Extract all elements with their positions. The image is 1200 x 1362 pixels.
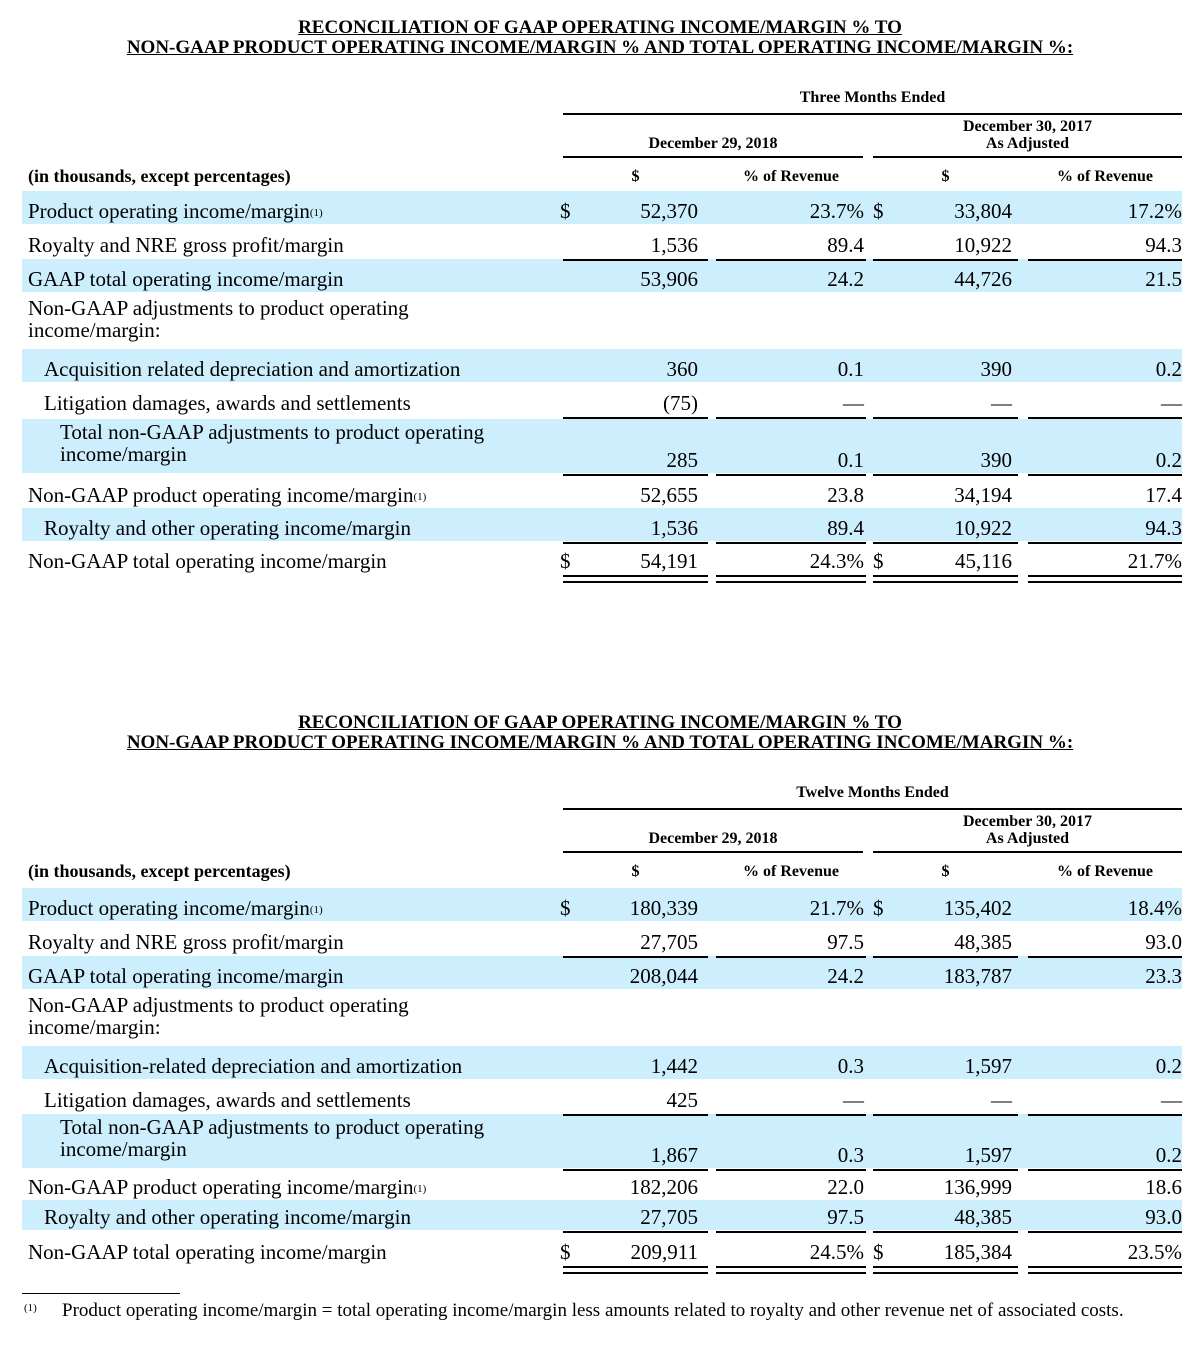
row-label-text: Product operating income/margin xyxy=(28,896,310,920)
column-date-current: December 29, 2018 xyxy=(648,135,778,152)
footnote-ref: (1) xyxy=(413,491,427,503)
value-prior: 33,804 xyxy=(954,199,1012,223)
column-date-prior-line-1: December 30, 2017 xyxy=(963,118,1092,135)
percent-current: 23.7% xyxy=(809,199,864,223)
table-row xyxy=(22,956,1182,989)
subtotal-rule xyxy=(563,1231,708,1233)
row-label xyxy=(28,200,528,222)
row-label xyxy=(28,1176,528,1198)
value-prior: 10,922 xyxy=(954,516,1012,540)
percent-current: 24.2 xyxy=(827,964,864,988)
row-label xyxy=(44,392,544,414)
subtotal-rule xyxy=(563,1114,708,1116)
value-prior: 135,402 xyxy=(943,896,1012,920)
value-prior: 390 xyxy=(980,357,1012,381)
table-row xyxy=(22,922,1182,955)
currency-symbol-current: $ xyxy=(560,549,571,573)
value-prior: 45,116 xyxy=(955,549,1012,573)
row-label-text: Royalty and NRE gross profit/margin xyxy=(28,233,344,257)
subtotal-rule xyxy=(1028,417,1182,419)
total-double-rule xyxy=(873,575,1018,583)
subtotal-rule xyxy=(716,417,866,419)
percent-prior: 94.3 xyxy=(1145,233,1182,257)
value-current: 1,536 xyxy=(650,233,698,257)
percent-prior: 0.2 xyxy=(1155,448,1182,472)
subhead-percent-current: % of Revenue xyxy=(743,863,839,880)
row-label-text: Non-GAAP adjustments to product operating income/margin: xyxy=(28,296,409,342)
subtotal-rule xyxy=(1028,542,1182,544)
row-label xyxy=(28,297,528,341)
percent-prior: 93.0 xyxy=(1145,930,1182,954)
value-current: 209,911 xyxy=(630,1240,698,1264)
subhead-dollar-current: $ xyxy=(631,863,640,880)
currency-symbol-prior: $ xyxy=(873,549,884,573)
value-prior: 48,385 xyxy=(954,930,1012,954)
footnote-text: Product operating income/margin = total operating income/margin less amounts related to royalty and other revenue net of associated costs. xyxy=(62,1300,1124,1321)
row-label xyxy=(28,994,528,1038)
row-label-text: Non-GAAP product operating income/margin xyxy=(28,1175,414,1199)
percent-current: 0.1 xyxy=(837,357,864,381)
row-label xyxy=(28,268,528,290)
percent-current: 24.3% xyxy=(809,549,864,573)
column-rule-current xyxy=(563,851,863,853)
value-prior: 44,726 xyxy=(954,267,1012,291)
subhead-dollar-current: $ xyxy=(631,168,640,185)
subtotal-rule xyxy=(716,542,866,544)
subhead-percent-prior: % of Revenue xyxy=(1057,863,1153,880)
value-current: 425 xyxy=(666,1088,698,1112)
row-label xyxy=(60,1116,560,1160)
row-label-text: GAAP total operating income/margin xyxy=(28,267,344,291)
value-current: 1,536 xyxy=(650,516,698,540)
value-current: 53,906 xyxy=(640,267,698,291)
table-row xyxy=(22,225,1182,258)
table-row xyxy=(22,419,1182,473)
percent-current: 0.3 xyxy=(837,1143,864,1167)
currency-symbol-current: $ xyxy=(560,199,571,223)
subtotal-rule xyxy=(873,1114,1018,1116)
value-current: 52,655 xyxy=(640,483,698,507)
value-prior: 10,922 xyxy=(954,233,1012,257)
currency-symbol-prior: $ xyxy=(873,1240,884,1264)
value-current: 285 xyxy=(666,448,698,472)
footnote-divider xyxy=(22,1293,180,1294)
row-label xyxy=(44,1055,544,1077)
subtotal-rule xyxy=(1028,474,1182,476)
table-title-line-2: NON-GAAP PRODUCT OPERATING INCOME/MARGIN % AND TOTAL OPERATING INCOME/MARGIN %: xyxy=(126,37,1074,58)
units-label: (in thousands, except percentages) xyxy=(28,166,291,186)
table-row xyxy=(22,1170,1182,1200)
period-header: Three Months Ended xyxy=(799,89,946,106)
row-label xyxy=(44,1206,544,1228)
table-row xyxy=(22,1046,1182,1079)
row-label-text: Acquisition-related depreciation and amortization xyxy=(44,1054,463,1078)
table-row xyxy=(22,349,1182,382)
row-label-text: Non-GAAP product operating income/margin xyxy=(28,483,414,507)
row-label xyxy=(28,965,528,987)
value-current: 1,867 xyxy=(650,1143,698,1167)
table-row xyxy=(22,1080,1182,1113)
row-label xyxy=(28,931,528,953)
table-row xyxy=(22,1232,1182,1265)
subtotal-rule xyxy=(873,1231,1018,1233)
total-double-rule xyxy=(563,575,708,583)
value-prior: — xyxy=(991,1088,1012,1112)
percent-prior: 93.0 xyxy=(1145,1205,1182,1229)
row-label xyxy=(44,1089,544,1111)
value-prior: 390 xyxy=(980,448,1012,472)
row-label-text: Royalty and other operating income/margin xyxy=(44,516,412,540)
percent-prior: 94.3 xyxy=(1145,516,1182,540)
total-double-rule xyxy=(563,1266,708,1274)
currency-symbol-prior: $ xyxy=(873,199,884,223)
percent-current: 89.4 xyxy=(827,516,864,540)
percent-current: 89.4 xyxy=(827,233,864,257)
units-label: (in thousands, except percentages) xyxy=(28,861,291,881)
subtotal-rule xyxy=(563,417,708,419)
value-current: 360 xyxy=(666,357,698,381)
subtotal-rule xyxy=(873,956,1018,958)
subtotal-rule xyxy=(1028,259,1182,261)
value-prior: 183,787 xyxy=(943,964,1012,988)
subtotal-rule xyxy=(563,542,708,544)
value-current: 54,191 xyxy=(640,549,698,573)
value-current: 208,044 xyxy=(629,964,698,988)
subtotal-rule xyxy=(873,1169,1018,1171)
column-rule-current xyxy=(563,156,863,158)
currency-symbol-current: $ xyxy=(560,1240,571,1264)
column-rule-prior xyxy=(873,851,1182,853)
percent-prior: 18.6 xyxy=(1145,1175,1182,1199)
period-header: Twelve Months Ended xyxy=(796,784,949,801)
subtotal-rule xyxy=(563,474,708,476)
subtotal-rule xyxy=(1028,1169,1182,1171)
subtotal-rule xyxy=(716,956,866,958)
percent-current: 97.5 xyxy=(827,930,864,954)
value-current: (75) xyxy=(663,391,698,415)
subtotal-rule xyxy=(1028,956,1182,958)
subhead-dollar-prior: $ xyxy=(941,168,950,185)
percent-prior: 21.5 xyxy=(1145,267,1182,291)
total-double-rule xyxy=(1028,575,1182,583)
column-date-prior-line-2: As Adjusted xyxy=(985,135,1070,152)
total-double-rule xyxy=(873,1266,1018,1274)
percent-current: 21.7% xyxy=(809,896,864,920)
table-row xyxy=(22,508,1182,541)
subtotal-rule xyxy=(716,474,866,476)
column-date-prior-line-2: As Adjusted xyxy=(985,830,1070,847)
percent-prior: 0.2 xyxy=(1155,357,1182,381)
value-current: 182,206 xyxy=(629,1175,698,1199)
percent-prior: 23.3 xyxy=(1145,964,1182,988)
percent-current: 24.5% xyxy=(809,1240,864,1264)
currency-symbol-prior: $ xyxy=(873,896,884,920)
column-date-current: December 29, 2018 xyxy=(648,830,778,847)
table-title-line-1: RECONCILIATION OF GAAP OPERATING INCOME/MARGIN % TO xyxy=(298,712,902,733)
subtotal-rule xyxy=(563,956,708,958)
table-title-line-2: NON-GAAP PRODUCT OPERATING INCOME/MARGIN % AND TOTAL OPERATING INCOME/MARGIN %: xyxy=(126,732,1074,753)
table-row xyxy=(22,1200,1182,1230)
percent-prior: 18.4% xyxy=(1127,896,1182,920)
percent-prior: 0.2 xyxy=(1155,1143,1182,1167)
column-date-prior-line-1: December 30, 2017 xyxy=(963,813,1092,830)
subtotal-rule xyxy=(1028,1231,1182,1233)
total-double-rule xyxy=(716,1266,866,1274)
percent-current: 22.0 xyxy=(827,1175,864,1199)
value-prior: 185,384 xyxy=(943,1240,1012,1264)
subhead-percent-prior: % of Revenue xyxy=(1057,168,1153,185)
period-rule xyxy=(563,808,1182,810)
row-label-text: Royalty and NRE gross profit/margin xyxy=(28,930,344,954)
footnote-ref: (1) xyxy=(413,1183,427,1195)
percent-current: — xyxy=(843,391,864,415)
subtotal-rule xyxy=(1028,1114,1182,1116)
table-row xyxy=(22,295,1182,347)
row-label xyxy=(28,234,528,256)
row-label-text: Non-GAAP total operating income/margin xyxy=(28,549,387,573)
row-label-text: Acquisition related depreciation and amortization xyxy=(44,357,461,381)
percent-prior: — xyxy=(1161,391,1182,415)
row-label-text: Total non-GAAP adjustments to product operating income/margin xyxy=(60,420,485,466)
value-current: 27,705 xyxy=(640,930,698,954)
percent-prior: 23.5% xyxy=(1127,1240,1182,1264)
value-current: 180,339 xyxy=(629,896,698,920)
total-double-rule xyxy=(1028,1266,1182,1274)
subtotal-rule xyxy=(716,1114,866,1116)
value-prior: 1,597 xyxy=(964,1143,1012,1167)
table-row xyxy=(22,475,1182,508)
row-label-text: Non-GAAP adjustments to product operating income/margin: xyxy=(28,993,409,1039)
row-label-text: Royalty and other operating income/margin xyxy=(44,1205,412,1229)
row-label xyxy=(60,421,560,465)
footnote-marker: (1) xyxy=(24,1302,37,1314)
period-rule xyxy=(563,113,1182,115)
value-prior: 1,597 xyxy=(964,1054,1012,1078)
value-prior: 48,385 xyxy=(954,1205,1012,1229)
subtotal-rule xyxy=(716,1231,866,1233)
subtotal-rule xyxy=(563,1169,708,1171)
subtotal-rule xyxy=(873,474,1018,476)
subtotal-rule xyxy=(716,259,866,261)
row-label-text: Litigation damages, awards and settlements xyxy=(44,391,411,415)
subtotal-rule xyxy=(563,259,708,261)
currency-symbol-current: $ xyxy=(560,896,571,920)
row-label xyxy=(44,358,544,380)
table-row xyxy=(22,888,1182,921)
percent-current: 0.3 xyxy=(837,1054,864,1078)
percent-current: 0.1 xyxy=(837,448,864,472)
subhead-dollar-prior: $ xyxy=(941,863,950,880)
table-row xyxy=(22,541,1182,574)
percent-current: 23.8 xyxy=(827,483,864,507)
value-prior: 34,194 xyxy=(954,483,1012,507)
subtotal-rule xyxy=(873,542,1018,544)
row-label-text: GAAP total operating income/margin xyxy=(28,964,344,988)
value-current: 52,370 xyxy=(640,199,698,223)
value-prior: — xyxy=(991,391,1012,415)
row-label-text: Total non-GAAP adjustments to product operating income/margin xyxy=(60,1115,485,1161)
table-row xyxy=(22,992,1182,1044)
row-label-text: Product operating income/margin xyxy=(28,199,310,223)
subtotal-rule xyxy=(873,259,1018,261)
row-label xyxy=(28,897,528,919)
total-double-rule xyxy=(716,575,866,583)
footnote-ref: (1) xyxy=(309,207,323,219)
percent-prior: 17.2% xyxy=(1127,199,1182,223)
row-label xyxy=(28,484,528,506)
percent-prior: 17.4 xyxy=(1145,483,1182,507)
table-row xyxy=(22,259,1182,292)
value-current: 1,442 xyxy=(650,1054,698,1078)
percent-prior: 0.2 xyxy=(1155,1054,1182,1078)
table-row xyxy=(22,1114,1182,1168)
percent-prior: 21.7% xyxy=(1127,549,1182,573)
row-label xyxy=(28,1241,528,1263)
percent-current: 97.5 xyxy=(827,1205,864,1229)
percent-prior: — xyxy=(1161,1088,1182,1112)
value-prior: 136,999 xyxy=(943,1175,1012,1199)
value-current: 27,705 xyxy=(640,1205,698,1229)
row-label-text: Non-GAAP total operating income/margin xyxy=(28,1240,387,1264)
subhead-percent-current: % of Revenue xyxy=(743,168,839,185)
percent-current: — xyxy=(843,1088,864,1112)
subtotal-rule xyxy=(716,1169,866,1171)
row-label xyxy=(44,517,544,539)
table-title-line-1: RECONCILIATION OF GAAP OPERATING INCOME/MARGIN % TO xyxy=(298,17,902,38)
row-label xyxy=(28,550,528,572)
row-label-text: Litigation damages, awards and settlements xyxy=(44,1088,411,1112)
footnote-ref: (1) xyxy=(309,904,323,916)
subtotal-rule xyxy=(873,417,1018,419)
percent-current: 24.2 xyxy=(827,267,864,291)
table-row xyxy=(22,191,1182,224)
column-rule-prior xyxy=(873,156,1182,158)
table-row xyxy=(22,383,1182,416)
